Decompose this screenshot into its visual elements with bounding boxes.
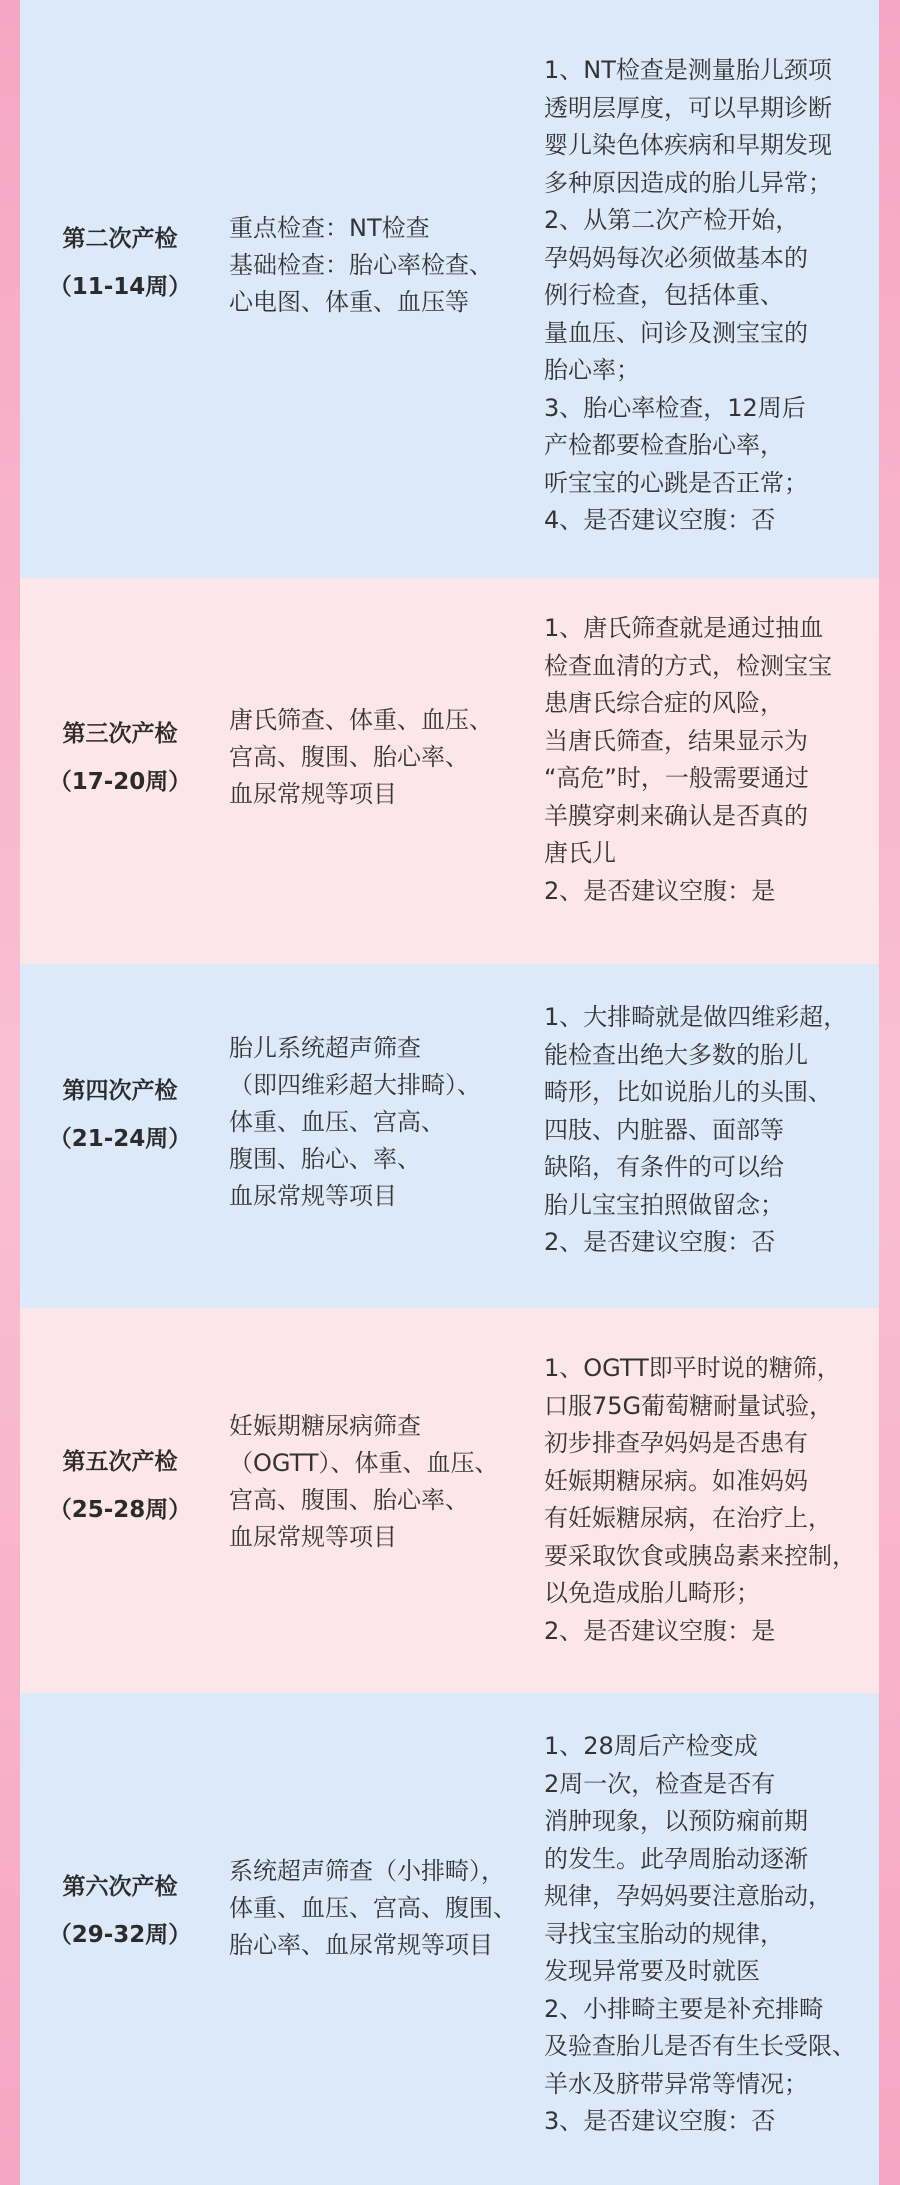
items-line: （OGTT）、体重、血压、 xyxy=(229,1449,499,1477)
notes-cell xyxy=(544,52,889,540)
notes-cell xyxy=(544,1350,889,1650)
items-line: 宫高、腹围、胎心率、 xyxy=(229,743,469,771)
notes-line: 羊膜穿刺来确认是否真的 xyxy=(544,801,808,830)
notes-line: 初步排查孕妈妈是否患有 xyxy=(544,1429,808,1457)
notes-line: 能检查出绝大多数的胎儿 xyxy=(544,1040,808,1069)
notes-line: 四肢、内脏器、面部等 xyxy=(544,1115,784,1144)
notes-line: 1、28周后产检变成 xyxy=(544,1732,758,1760)
items-line: 妊娠期糖尿病筛查 xyxy=(229,1412,421,1440)
notes-line: 多种原因造成的胎儿异常； xyxy=(544,168,832,197)
stage-period: （11-14周） xyxy=(48,274,192,300)
stage-period: （21-24周） xyxy=(48,1126,192,1152)
stage-cell xyxy=(20,1863,220,1959)
notes-line: 3、是否建议空腹：否 xyxy=(544,2107,776,2135)
notes-line: 患唐氏综合症的风险， xyxy=(544,689,784,717)
stage-label: 第三次产检 xyxy=(62,721,178,747)
notes-line: “高危”时，一般需要通过 xyxy=(544,764,809,792)
notes-line: 2、是否建议空腹：否 xyxy=(544,1228,776,1256)
items-line: 血尿常规等项目 xyxy=(229,780,397,808)
notes-line: 消肿现象，以预防痫前期 xyxy=(544,1807,808,1835)
items-line: 系统超声筛查（小排畸）， xyxy=(229,1857,505,1885)
notes-line: 透明层厚度，可以早期诊断 xyxy=(544,93,832,122)
table-row xyxy=(20,1308,879,1693)
stage-period: （25-28周） xyxy=(48,1497,192,1523)
notes-line: 当唐氏筛查，结果显示为 xyxy=(544,726,808,755)
notes-line: 2、从第二次产检开始， xyxy=(544,206,800,234)
notes-line: 口服75G葡萄糖耐量试验， xyxy=(544,1391,834,1420)
notes-line: 2、是否建议空腹：是 xyxy=(544,876,776,905)
left-border xyxy=(0,0,20,2185)
notes-line: 检查血清的方式，检测宝宝 xyxy=(544,651,832,680)
items-cell xyxy=(229,1853,549,1964)
notes-line: 的发生。此孕周胎动逐渐 xyxy=(544,1844,808,1873)
stage-label: 第六次产检 xyxy=(62,1874,178,1900)
notes-line: 胎儿宝宝拍照做留念； xyxy=(544,1190,784,1219)
notes-line: 1、大排畸就是做四维彩超， xyxy=(544,1003,848,1031)
items-line: 宫高、腹围、胎心率、 xyxy=(229,1486,469,1514)
notes-line: 婴儿染色体疾病和早期发现 xyxy=(544,131,832,159)
items-cell xyxy=(229,1030,549,1215)
table-row xyxy=(20,0,879,578)
items-line: 胎儿系统超声筛查 xyxy=(229,1034,421,1062)
notes-line: 量血压、问诊及测宝宝的 xyxy=(544,318,808,347)
items-cell xyxy=(229,210,549,321)
notes-line: 1、OGTT即平时说的糖筛， xyxy=(544,1354,841,1382)
notes-line: 发现异常要及时就医 xyxy=(544,1957,760,1985)
notes-cell xyxy=(544,999,889,1262)
items-cell xyxy=(229,1408,549,1556)
notes-line: 听宝宝的心跳是否正常； xyxy=(544,468,808,497)
notes-line: 2周一次，检查是否有 xyxy=(544,1769,776,1798)
notes-line: 孕妈妈每次必须做基本的 xyxy=(544,243,808,272)
notes-line: 寻找宝宝胎动的规律， xyxy=(544,1919,784,1948)
items-line: （即四维彩超大排畸）、 xyxy=(229,1071,481,1099)
items-line: 心电图、体重、血压等 xyxy=(229,288,469,316)
stage-cell xyxy=(20,1438,220,1534)
items-line: 腹围、胎心、率、 xyxy=(229,1145,421,1173)
notes-line: 及验查胎儿是否有生长受限、 xyxy=(544,2032,856,2060)
notes-line: 缺陷，有条件的可以给 xyxy=(544,1153,784,1181)
notes-cell xyxy=(544,1728,889,2141)
table-row xyxy=(20,964,879,1308)
notes-line: 3、胎心率检查，12周后 xyxy=(544,393,806,422)
stage-label: 第四次产检 xyxy=(62,1078,178,1104)
stage-label: 第五次产检 xyxy=(62,1449,178,1475)
notes-line: 1、唐氏筛查就是通过抽血 xyxy=(544,614,824,642)
stage-cell xyxy=(20,710,220,806)
notes-line: 畸形，比如说胎儿的头围、 xyxy=(544,1078,832,1106)
notes-cell xyxy=(544,610,889,910)
notes-line: 妊娠期糖尿病。如准妈妈 xyxy=(544,1466,808,1495)
items-line: 体重、血压、宫高、 xyxy=(229,1108,445,1136)
items-line: 重点检查：NT检查 xyxy=(229,214,430,242)
notes-line: 2、是否建议空腹：是 xyxy=(544,1616,776,1645)
notes-line: 产检都要检查胎心率， xyxy=(544,431,784,459)
notes-line: 规律，孕妈妈要注意胎动， xyxy=(544,1882,832,1910)
items-cell xyxy=(229,702,549,813)
stage-period: （17-20周） xyxy=(48,769,192,795)
notes-line: 1、NT检查是测量胎儿颈项 xyxy=(544,56,832,84)
notes-line: 2、小排畸主要是补充排畸 xyxy=(544,1994,824,2023)
items-line: 体重、血压、宫高、腹围、 xyxy=(229,1894,517,1922)
notes-line: 羊水及脐带异常等情况； xyxy=(544,2069,808,2098)
notes-line: 要采取饮食或胰岛素来控制， xyxy=(544,1541,856,1570)
notes-line: 唐氏儿 xyxy=(544,839,616,867)
notes-line: 有妊娠糖尿病，在治疗上， xyxy=(544,1504,832,1532)
table-row xyxy=(20,578,879,964)
notes-line: 胎心率； xyxy=(544,356,640,384)
notes-line: 例行检查，包括体重、 xyxy=(544,281,784,309)
items-line: 血尿常规等项目 xyxy=(229,1182,397,1210)
notes-line: 4、是否建议空腹：否 xyxy=(544,506,776,534)
stage-label: 第二次产检 xyxy=(62,226,178,252)
items-line: 血尿常规等项目 xyxy=(229,1523,397,1551)
items-line: 唐氏筛查、体重、血压、 xyxy=(229,706,493,734)
stage-period: （29-32周） xyxy=(48,1922,192,1948)
table-row xyxy=(20,1693,879,2185)
notes-line: 以免造成胎儿畸形； xyxy=(544,1579,760,1607)
stage-cell xyxy=(20,1067,220,1163)
items-line: 基础检查：胎心率检查、 xyxy=(229,251,493,279)
items-line: 胎心率、血尿常规等项目 xyxy=(229,1931,493,1959)
stage-cell xyxy=(20,215,220,311)
